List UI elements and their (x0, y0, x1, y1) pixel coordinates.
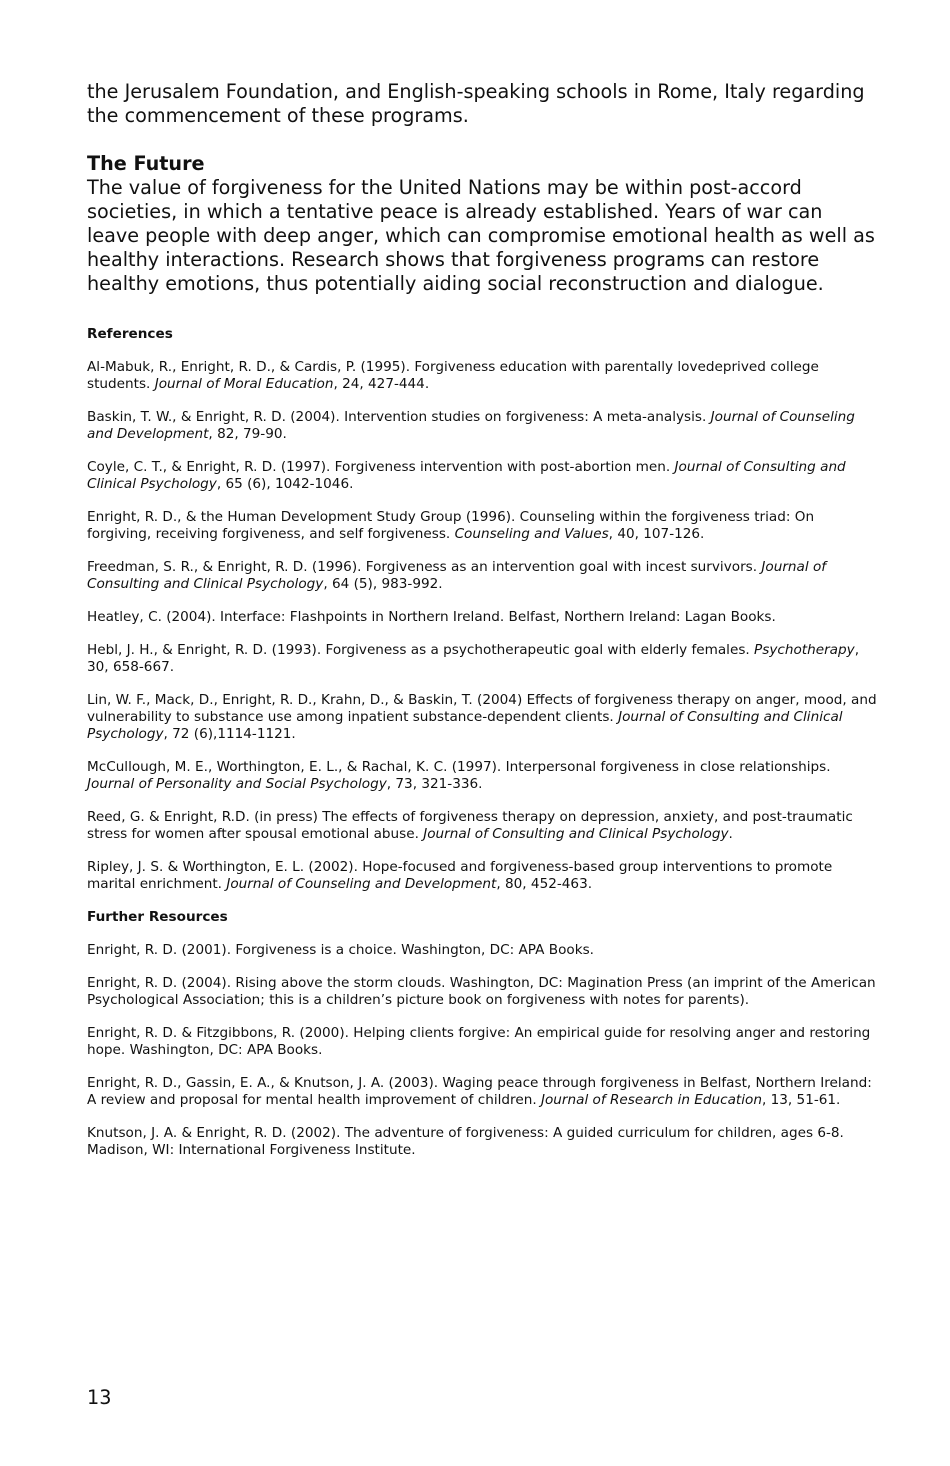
future-heading: The Future (87, 152, 205, 175)
reference-item: Coyle, C. T., & Enright, R. D. (1997). Forgiveness intervention with post-abortion men. Journal of Consulting and Clinical Psychology, 65 (6), 1042-1046. (87, 459, 846, 492)
references-list (87, 359, 877, 893)
reference-item: Heatley, C. (2004). Interface: Flashpoints in Northern Ireland. Belfast, Northern Ireland: Lagan Books. (87, 609, 776, 625)
intro-paragraph: the Jerusalem Foundation, and English-speaking schools in Rome, Italy regarding the commencement of these programs. (87, 80, 865, 127)
resource-item: Enright, R. D. (2004). Rising above the storm clouds. Washington, DC: Magination Press (an imprint of the American Psychological Association; this is a children’s picture book on forgiveness with notes for parents). (87, 975, 876, 1008)
future-paragraph: The value of forgiveness for the United Nations may be within post-accord societies, in which a tentative peace is already established. Years of war can leave people with deep anger, which can compromise emotional health as well as healthy interactions. Research shows that forgiveness programs can restore healthy emotions, thus potentially aiding social reconstruction and dialogue. (87, 176, 875, 295)
reference-item: Baskin, T. W., & Enright, R. D. (2004). Intervention studies on forgiveness: A meta-analysis. Journal of Counseling and Development, 82, 79-90. (87, 409, 855, 442)
resource-item: Enright, R. D., Gassin, E. A., & Knutson, J. A. (2003). Waging peace through forgiveness in Belfast, Northern Ireland: A review and proposal for mental health improvement of children. Journal of Research in Education, 13, 51-61. (87, 1075, 872, 1108)
resource-item: Knutson, J. A. & Enright, R. D. (2002). The adventure of forgiveness: A guided curriculum for children, ages 6-8. Madison, WI: International Forgiveness Institute. (87, 1125, 844, 1158)
reference-item: Ripley, J. S. & Worthington, E. L. (2002). Hope-focused and forgiveness-based group interventions to promote marital enrichment. Journal of Counseling and Development, 80, 452-463. (87, 859, 833, 892)
document-page (87, 80, 877, 1159)
resource-item: Enright, R. D. (2001). Forgiveness is a choice. Washington, DC: APA Books. (87, 942, 594, 958)
reference-item: McCullough, M. E., Worthington, E. L., & Rachal, K. C. (1997). Interpersonal forgiveness in close relationships. Journal of Personality and Social Psychology, 73, 321-336. (87, 759, 831, 792)
further-resources-heading: Further Resources (87, 909, 228, 925)
reference-item: Hebl, J. H., & Enright, R. D. (1993). Forgiveness as a psychotherapeutic goal with elderly females. Psychotherapy, 30, 658-667. (87, 642, 860, 675)
references-heading: References (87, 326, 173, 342)
reference-item: Freedman, S. R., & Enright, R. D. (1996). Forgiveness as an intervention goal with incest survivors. Journal of Consulting and Clinical Psychology, 64 (5), 983-992. (87, 559, 827, 592)
reference-item: Reed, G. & Enright, R.D. (in press) The effects of forgiveness therapy on depression, anxiety, and post-traumatic stress for women after spousal emotional abuse. Journal of Consulting and Clinical Psychology. (87, 809, 853, 842)
reference-item: Al-Mabuk, R., Enright, R. D., & Cardis, P. (1995). Forgiveness education with parentally lovedeprived college students. Journal of Moral Education, 24, 427-444. (87, 359, 819, 392)
further-resources-list (87, 942, 877, 1159)
page-number: 13 (87, 1386, 112, 1409)
reference-item: Lin, W. F., Mack, D., Enright, R. D., Krahn, D., & Baskin, T. (2004) Effects of forgiveness therapy on anger, mood, and vulnerability to substance use among inpatient substance-dependent clients. Journal of Consulting and Clinical Psychology, 72 (6),1114-1121. (87, 692, 877, 742)
reference-item: Enright, R. D., & the Human Development Study Group (1996). Counseling within the forgiveness triad: On forgiving, receiving forgiveness, and self forgiveness. Counseling and Values, 40, 107-126. (87, 509, 815, 542)
resource-item: Enright, R. D. & Fitzgibbons, R. (2000). Helping clients forgive: An empirical guide for resolving anger and restoring hope. Washington, DC: APA Books. (87, 1025, 871, 1058)
